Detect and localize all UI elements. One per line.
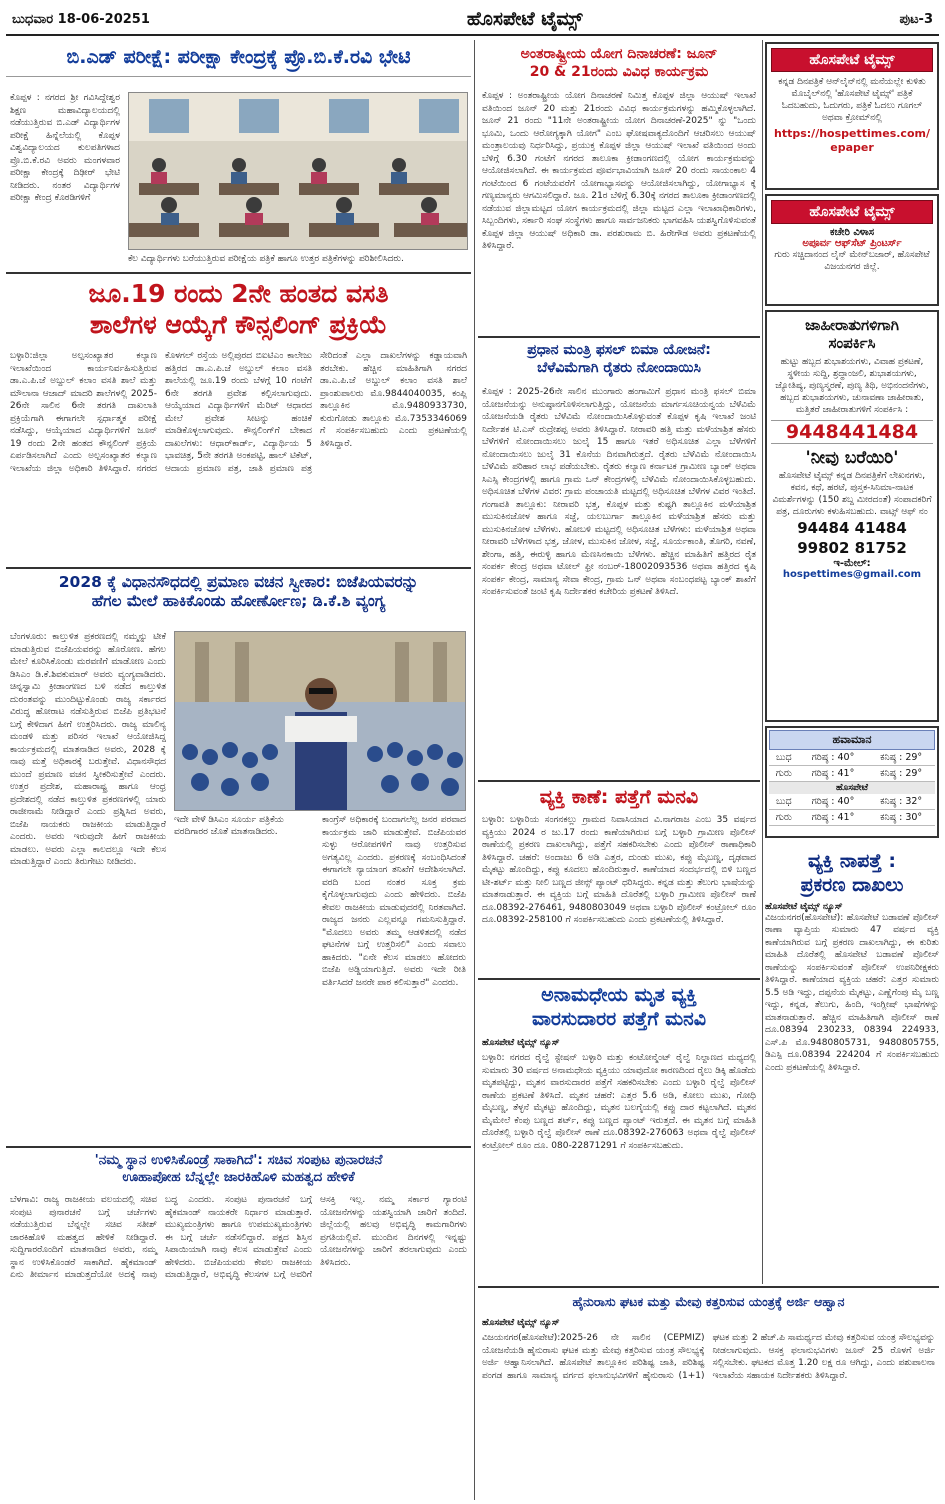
whatsapp-phone-1[interactable]: 94484 41484 [797,519,907,537]
dks-photo [174,631,466,811]
weather-day: ಗುರು [769,810,799,826]
page-number: ಪುಟ-3 [899,11,933,27]
ads-title-2: ಸಂಪರ್ಕಿಸಿ [828,334,876,352]
article-missing-person-body: ಬಳ್ಳಾರಿ: ಬಳ್ಳಾರಿಯ ಸಂಗನಕಲ್ಲು ಗ್ರಾಮದ ನಿವಾಸಿಯಾದ ವಿ.ನಾಗರಾಜ ಎಂಬ 35 ವರ್ಷದ ವ್ಯಕ್ತಿಯು 2024 ರ ಜು.17 ರಂದು ಕಾಣೆಯಾಗಿರುವ ಬಗ್ಗೆ ಬಳ್ಳಾರಿ ಗ್ರಾಮೀಣ ಪೊಲೀಸ್ ಠಾಣೆಯಲ್ಲಿ ಪ್ರಕರಣ ದಾಖಲಾಗಿದ್ದು, ಪತ್ತೆಗೆ ಸಹಕರಿಸಬೇಕು ಎಂದು ಪೊಲೀಸ್ ಠಾಣಾಧಿಕಾರಿ ತಿಳಿಸಿದ್ದಾರೆ. ಚಹರೆ: ಅಂದಾಜು 6 ಅಡಿ ಎತ್ತರ, ದುಂಡು ಮುಖ, ಕಪ್ಪು ಮೈಬಣ್ಣ, ದೃಢವಾದ ಮೈಕಟ್ಟು ಹೊಂದಿದ್ದು, ಕಪ್ಪು ಕೂದಲು ಹೊಂದಿರುತ್ತಾರೆ. ಕಾಣೆಯಾದ ಸಂದರ್ಭದಲ್ಲಿ ಬಿಳಿ ಬಣ್ಣದ ಟೀ-ಶರ್ಟ್ ಮತ್ತು ನೀಲಿ ಬಣ್ಣದ ಜೀನ್ಸ್ ಪ್ಯಾಂಟ್ ಧರಿಸಿದ್ದರು. ಕನ್ನಡ ಮತ್ತು ತೆಲುಗು ಭಾಷೆಯನ್ನು ಮಾತನಾಡುತ್ತಾರೆ. ಈ ವ್ಯಕ್ತಿಯ ಬಗ್ಗೆ ಮಾಹಿತಿ ದೊರೆತಲ್ಲಿ ಬಳ್ಳಾರಿ ಗ್ರಾಮೀಣ ಪೊಲೀಸ್ ಠಾಣೆ ದೂ.08392-276461, 9480803049 ಅಥವಾ ಬಳ್ಳಾರಿ ಪೊಲೀಸ್ ಕಂಟ್ರೋಲ್ ರೂಂ ದೂ.08392-258100 ಗೆ ಸಂಪರ್ಕಿಸಬಹುದು ಎಂದು ಪ್ರಕಟಣೆಯಲ್ಲಿ ತಿಳಿಸಿದ್ದಾರೆ. [482,815,756,925]
weather-subtitle: ಹೊಸಪೇಟೆ [769,782,935,794]
ads-contact-box [765,310,939,722]
article-dairy-unit [478,1290,939,1500]
missing-byline: ಹೊಸಪೇಟೆ ಟೈಮ್ಸ್ ನ್ಯೂಸ್ [765,901,843,912]
masthead [6,4,939,36]
email-row [771,558,933,580]
article-dks-body-right: ಕಾಂಗ್ರೆಸ್ ಅಧಿಕಾರಕ್ಕೆ ಬಂದಾಗಲೆಲ್ಲ ಜನರ ಪರವಾದ ಕಾರ್ಯಕ್ರಮ ಜಾರಿ ಮಾಡುತ್ತೇವೆ. ಬಿಜೆಪಿಯವರ ಸುಳ್ಳು ಆರೋಪಗಳಿಗೆ ನಾವು ಉತ್ತರಿಸುವ ಅಗತ್ಯವಿಲ್ಲ ಎಂದರು. ಪ್ರಕರಣಕ್ಕೆ ಸಂಬಂಧಿಸಿದಂತೆ ಈಗಾಗಲೇ ನ್ಯಾಯಾಂಗ ತನಿಖೆಗೆ ಆದೇಶಿಸಲಾಗಿದೆ. ವರದಿ ಬಂದ ನಂತರ ಸೂಕ್ತ ಕ್ರಮ ಕೈಗೊಳ್ಳಲಾಗುವುದು ಎಂದು ಹೇಳಿದರು. ಬಿಜೆಪಿ ಕೇವಲ ರಾಜಕೀಯ ಮಾಡುವುದರಲ್ಲಿ ನಿರತವಾಗಿದೆ. ರಾಜ್ಯದ ಜನರು ಎಲ್ಲವನ್ನೂ ಗಮನಿಸುತ್ತಿದ್ದಾರೆ. "ಮೊದಲು ಅವರು ತಮ್ಮ ಆಡಳಿತದಲ್ಲಿ ನಡೆದ ಘಟನೆಗಳ ಬಗ್ಗೆ ಉತ್ತರಿಸಲಿ" ಎಂದು ಸವಾಲು ಹಾಕಿದರು. "ಏನೇ ಕೆಲಸ ಮಾಡಲು ಹೋದರು ಬಿಜೆಪಿ ಅಡ್ಡಿಯಾಗುತ್ತಿದೆ. ಅವರು ಇದೇ ರೀತಿ ವರ್ತಿಸಿದರೆ ಜನರೇ ಪಾಠ ಕಲಿಸುತ್ತಾರೆ" ಎಂದರು. [322,815,466,988]
epaper-ad [765,42,939,190]
weather-max: ಗರಿಷ್ಠ : 40° [799,794,868,810]
article-counselling [6,276,471,566]
article-yoga-day-body: ಕೊಪ್ಪಳ : ಅಂತರಾಷ್ಟ್ರೀಯ ಯೋಗ ದಿನಾಚರಣೆ ನಿಮಿತ್ತ ಕೊಪ್ಪಳ ಜಿಲ್ಲಾ ಆಯುಷ್ ಇಲಾಖೆ ವತಿಯಿಂದ ಜೂನ್ 20 ಮತ್ತು 21ರಂದು ವಿವಿಧ ಕಾರ್ಯಕ್ರಮಗಳನ್ನು ಹಮ್ಮಿಕೊಳ್ಳಲಾಗಿದೆ. ಜೂನ್ 21 ರಂದು "11ನೇ ಅಂತರಾಷ್ಟ್ರೀಯ ಯೋಗ ದಿನಾಚರಣೆ-2025" ನ್ನು "ಒಂದು ಭೂಮಿ, ಒಂದು ಆರೋಗ್ಯಕ್ಕಾಗಿ ಯೋಗ" ಎಂಬ ಘೋಷವಾಕ್ಯದೊಂದಿಗೆ ಆಚರಿಸಲು ಆಯುಷ್ ಮಂತ್ರಾಲಯವು ನಿರ್ಧರಿಸಿದ್ದು, ಪ್ರಯುಕ್ತ ಕೊಪ್ಪಳ ಜಿಲ್ಲಾ ಆಯುಷ್ ಇಲಾಖೆ ವತಿಯಿಂದ ಅಂದು ಬೆಳಿಗ್ಗೆ 6.30 ಗಂಟೆಗೆ ನಗರದ ತಾಲೂಕಾ ಕ್ರೀಡಾಂಗಣದಲ್ಲಿ ಯೋಗ ಕಾರ್ಯಕ್ರಮವನ್ನು ಆಯೋಜಿಸಲಾಗಿದೆ. ಈ ಕಾರ್ಯಕ್ರಮದ ಪೂರ್ವಭಾವಿಯಾಗಿ ಜೂನ್ 20 ರಂದು ಸಾಯಂಕಾಲ 4 ಗಂಟೆಯಿಂದ 6 ಗಂಟೆಯವರೆಗೆ ಯೋಗಾಭ್ಯಾಸವನ್ನು ಆಯೋಜಿಸಲಾಗಿದ್ದು, ಯೋಗಾಭ್ಯಾಸ ಕ್ಕೆ ಗಣ್ಯಮಾನ್ಯರು ಆಗಮಿಸಲಿದ್ದಾರೆ. ಜೂ. 21ರ ಬೆಳಿಗ್ಗೆ 6.30ಕ್ಕೆ ನಗರದ ತಾಲೂಕಾ ಕ್ರೀಡಾಂಗಣದಲ್ಲಿ ನಡೆಯುವ ಜಿಲ್ಲಾಮಟ್ಟದ ಯೋಗ ಕಾರ್ಯಕ್ರಮದಲ್ಲಿ ಜಿಲ್ಲಾ ಮಟ್ಟದ ಎಲ್ಲಾ ಇಲಾಖಾಧಿಕಾರಿಗಳು, ಸಿಬ್ಬಂದಿಗಳು, ಸರ್ಕಾರಿ ಸಂಘ ಸಂಸ್ಥೆಗಳು ಹಾಗೂ ಸಾರ್ವಜನಿಕರು ಭಾಗವಹಿಸಿ ಯಶಸ್ವಿಗೊಳಿಸುವಂತೆ ಕೊಪ್ಪಳ ಜಿಲ್ಲಾ ಆಯುಷ್ ಅಧಿಕಾರಿ ಡಾ. ಪರಶುರಾಮ ಬಿ. ಹಿರೇಗೌಡ ಅವರು ಪ್ರಕಟಣೆಯಲ್ಲಿ ತಿಳಿಸಿದ್ದಾರೆ. [482,91,756,251]
weather-title: ಹವಾಮಾನ [769,730,935,750]
article-unidentified [478,982,760,1282]
article-crop-insurance-headline-2: ಬೆಳೆವಿಮೆಗಾಗಿ ರೈತರು ನೋಂದಾಯಿಸಿ [537,359,701,376]
whatsapp-phone-2[interactable]: 99802 81752 [797,539,907,557]
article-bed-exam-body: ಕೊಪ್ಪಳ : ನಗರದ ಶ್ರೀ ಗವಿಸಿದ್ದೇಶ್ವರ ಶಿಕ್ಷಣ ಮಹಾವಿದ್ಯಾಲಯದಲ್ಲಿ ನಡೆಯುತ್ತಿರುವ ಬಿ.ಎಡ್ ವಿದ್ಯಾರ್ಥಿಗಳ ಪರೀಕ್ಷೆ ಹಿನ್ನೆಲೆಯಲ್ಲಿ ಕೊಪ್ಪಳ ವಿಶ್ವವಿದ್ಯಾಲಯದ ಕುಲಪತಿಗಳಾದ ಪ್ರೊ.ಬಿ.ಕೆ.ರವಿ ಅವರು ಮಂಗಳವಾರ ಪರೀಕ್ಷಾ ಕೇಂದ್ರಕ್ಕೆ ದಿಢೀರ್ ಭೇಟಿ ನೀಡಿದರು. ನಂತರ ವಿದ್ಯಾರ್ಥಿಗಳ ಪರೀಕ್ಷಾ ಕೇಂದ್ರ ಕೊಠಡಿಗಳಿಗೆ [10,93,120,203]
divider-2 [6,567,471,569]
article-dks-headline-2: ಹೆಗಲ ಮೇಲೆ ಹಾಕಿಕೊಂಡು ಹೋರ್ಣೋಣ; ಡಿ.ಕೆ.ಶಿ ವ್ಯಂಗ್ಯ [91,592,386,611]
divider-6 [478,978,760,980]
weather-min: ಕನಿಷ್ಠ : 30° [867,810,935,826]
column-rule-2 [762,40,763,1284]
article-crop-insurance-body: ಕೊಪ್ಪಳ : 2025-26ನೇ ಸಾಲಿನ ಮುಂಗಾರು ಹಂಗಾಮಿಗೆ ಪ್ರಧಾನ ಮಂತ್ರಿ ಫಸಲ್ ಬಿಮಾ ಯೋಜನೆಯನ್ನು ಅನುಷ್ಠಾನಗೊಳಿಸಲಾಗುತ್ತಿದ್ದು, ಯೋಜನೆಯ ಮಾರ್ಗಸೂಚಿಯನ್ವಯ ಬೆಳೆವಿಮೆ ಯೋಜನೆಯಡಿ ರೈತರು ಬೆಳೆವಿಮೆ ನೋಂದಾಯಿಸಿಕೊಳ್ಳುವಂತೆ ಕೊಪ್ಪಳ ಕೃಷಿ ಇಲಾಖೆ ಜಂಟಿ ನಿರ್ದೇಶಕ ಟಿ.ಎಸ್ ರುದ್ರೇಶಪ್ಪ ಅವರು ತಿಳಿಸಿದ್ದಾರೆ. ನೀರಾವರಿ ಹತ್ತಿ ಮತ್ತು ಮಳೆಯಾಶ್ರಿತ ಹೆಸರು ಬೆಳೆಗಳಿಗೆ ನೋಂದಾಯಿಸಲು ಜುಲೈ 15 ಹಾಗೂ ಇತರೆ ಅಧಿಸೂಚಿತ ಎಲ್ಲಾ ಬೆಳೆಗಳಿಗೆ ನೋಂದಾಯಿಸಲು ಜುಲೈ 31 ಕೊನೆಯ ದಿನವಾಗಿರುತ್ತದೆ. ರೈತರು ಬೆಳೆವಿಮೆ ನೋಂದಾಯಿಸಿ ಬೆಳೆವಿಮೆ ಪರಿಹಾರ ಲಾಭ ಪಡೆಯಬೇಕು. ರೈತರು ಕಲ್ಯಾಣ ಕರ್ನಾಟಕ ಗ್ರಾಮೀಣ ಬ್ಯಾಂಕ್ ಅಥವಾ ಸಿಎಸ್ಸಿ ಕೇಂದ್ರಗಳಲ್ಲಿ ಹಾಗೂ ಗ್ರಾಮ ಒನ್ ಕೇಂದ್ರಗಳಲ್ಲಿ ಬೆಳೆವಿಮೆ ನೋಂದಾಯಿಸಿಕೊಳ್ಳಬಹುದು. ಅಧಿಸೂಚಿತ ಬೆಳೆಗಳ ವಿವರ: ಗ್ರಾಮ ಪಂಚಾಯತಿ ಮಟ್ಟದಲ್ಲಿ ಅಧಿಸೂಚಿತ ಬೆಳೆಗಳ ವಿವರ ಇಂತಿದೆ. ಗಂಗಾವತಿ ತಾಲ್ಲೂಕು: ನೀರಾವರಿ ಭತ್ತ, ಕೊಪ್ಪಳ ಮತ್ತು ಕುಷ್ಟಗಿ ತಾಲ್ಲೂಕಿನ ಮಳೆಯಾಶ್ರಿತ ಮುಸುಕಿನಜೋಳ ಹಾಗೂ ಸಜ್ಜೆ, ಯಲಬುರ್ಗಾ ತಾಲ್ಲೂಕಿನ ಮಳೆಯಾಶ್ರಿತ ಹೆಸರು ಮತ್ತು ಮುಸುಕಿನಜೋಳ ಬೆಳೆಗಳು. ಹೋಬಳಿ ಮಟ್ಟದಲ್ಲಿ ಅಧಿಸೂಚಿತ ಬೆಳೆಗಳು: ಮಳೆಯಾಶ್ರಿತ ಅಥವಾ ನೀರಾವರಿ ಬೆಳೆಗಳಾದ ಭತ್ತ, ಜೋಳ, ಮುಸುಕಿನ ಜೋಳ, ಸಜ್ಜೆ, ಸೂರ್ಯಕಾಂತಿ, ತೊಗರಿ, ನವಣೆ, ಶೇಂಗಾ, ಹತ್ತಿ, ಈರುಳ್ಳಿ ಹಾಗೂ ಮೆಣಸಿನಕಾಯಿ ಬೆಳೆಗಳು. ಹೆಚ್ಚಿನ ಮಾಹಿತಿಗೆ ಹತ್ತಿರದ ರೈತ ಸಂಪರ್ಕ ಕೇಂದ್ರ ಅಥವಾ ಟೋಲ್ ಫ್ರೀ ನಂಬರ್-18002093536 ಅಥವಾ ಹತ್ತಿರದ ಕೃಷಿ ಸಂಪರ್ಕ ಕೇಂದ್ರ, ಸಾಮಾನ್ಯ ಸೇವಾ ಕೇಂದ್ರ, ಗ್ರಾಮ ಒನ್ ಅಥವಾ ಸಂಬಂಧಪಟ್ಟ ಬ್ಯಾಂಕ್ ಶಾಖೆಗೆ ಸಂಪರ್ಕಿಸುವಂತೆ ಜಂಟಿ ಕೃಷಿ ನಿರ್ದೇಶಕರ ಕಚೇರಿಯ ಪ್ರಕಟಣೆ ತಿಳಿಸಿದೆ. [482,387,756,597]
dks-photo-caption: ಇದೇ ವೇಳೆ ಡಿಸಿಎಂ ಸೂರ್ಯ ಪತ್ರಿಕೆಯ ವರದಿಗಾರರ ಜೊತೆ ಮಾತನಾಡಿದರು. [174,815,284,837]
article-unidentified-byline: ಹೊಸಪೇಟೆ ಟೈಮ್ಸ್ ನ್ಯೂಸ್ [482,1038,560,1048]
sidebar [765,42,939,1272]
article-counselling-headline-1: ಜೂ.19 ರಂದು 2ನೇ ಹಂತದ ವಸತಿ [88,279,389,308]
article-dks [6,571,471,1143]
weather-row [769,766,935,782]
article-missing-person [478,784,760,976]
missing-body: ವಿಜಯನಗರ(ಹೊಸಪೇಟೆ): ಹೊಸಪೇಟೆ ಬಡಾವಣೆ ಪೊಲೀಸ್ ಠಾಣಾ ವ್ಯಾಪ್ತಿಯ ಸುಮಾರು 47 ವರ್ಷದ ವ್ಯಕ್ತಿ ಕಾಣೆಯಾಗಿರುವ ಬಗ್ಗೆ ಪ್ರಕರಣ ದಾಖಲಾಗಿದ್ದು, ಈ ಕುರಿತು ಮಾಹಿತಿ ದೊರೆತಲ್ಲಿ ಹೊಸಪೇಟೆ ಬಡಾವಣೆ ಪೊಲೀಸ್ ಠಾಣೆಯನ್ನು ಸಂಪರ್ಕಿಸುವಂತೆ ಪೊಲೀಸ್ ಉಪನಿರೀಕ್ಷಕರು ತಿಳಿಸಿದ್ದಾರೆ. ಕಾಣೆಯಾದ ವ್ಯಕ್ತಿಯ ಚಹರೆ: ಎತ್ತರ ಸುಮಾರು 5.5 ಅಡಿ ಇದ್ದು, ದಪ್ಪನೆಯ ಮೈಕಟ್ಟು, ಎಣ್ಣೆಗೆಂಪು ಮೈ ಬಣ್ಣ ಇದ್ದು, ಕನ್ನಡ, ತೆಲುಗು, ಹಿಂದಿ, ಇಂಗ್ಲೀಷ್ ಭಾಷೆಗಳನ್ನು ಮಾತನಾಡುತ್ತಾರೆ. ಹೆಚ್ಚಿನ ಮಾಹಿತಿಗಾಗಿ ಪೊಲೀಸ್ ಠಾಣೆ ದೂ.08394 230233, 08394 224933, ಎಸ್.ಪಿ ಮೊ.9480805731, 9480805755, ಡಿಎಸ್ಪಿ ದೂ.08394 224204 ಗೆ ಸಂಪರ್ಕಿಸಬಹುದು ಎಂದು ಪ್ರಕಟಣೆಯಲ್ಲಿ ತಿಳಿಸಿದ್ದಾರೆ. [765,912,939,1073]
article-dks-body-left: ಬೆಂಗಳೂರು: ಕಾಲ್ತುಳಿತ ಪ್ರಕರಣದಲ್ಲಿ ನಮ್ಮನ್ನು ಟೀಕೆ ಮಾಡುತ್ತಿರುವ ಬಿಜೆಪಿಯವರನ್ನು ಹೊರೋಣ. ಹೆಗಲ ಮೇಲೆ ಕೂರಿಸಿಕೊಂಡು ಮರವಣಿಗೆ ಮಾಡೋಣ ಎಂದು ಡಿಸಿಎಂ ಡಿ.ಕೆ.ಶಿವಕುಮಾರ್ ಅವರು ವ್ಯಂಗ್ಯವಾಡಿದರು. ಚಿನ್ನಸ್ವಾಮಿ ಕ್ರೀಡಾಂಗಣದ ಬಳಿ ನಡೆದ ಕಾಲ್ತುಳಿತ ದುರಂತವನ್ನು ಮುಂದಿಟ್ಟುಕೊಂಡು ರಾಜ್ಯ ಸರ್ಕಾರದ ವಿರುದ್ಧ ಹೋರಾಟ ನಡೆಸುತ್ತಿರುವ ಬಿಜೆಪಿ ಪ್ರತಿಭಟನೆ ಬಗ್ಗೆ ಕೇಳಿದಾಗ ಹೀಗೆ ಉತ್ತರಿಸಿದರು. ರಾಜ್ಯ ಮಾಲಿನ್ಯ ಮಂಡಳಿ ಮತ್ತು ಪರಿಸರ ಇಲಾಖೆ ಆಯೋಜಿಸಿದ್ದ ಕಾರ್ಯಕ್ರಮದಲ್ಲಿ ಮಾತನಾಡಿದ ಅವರು, 2028 ಕ್ಕೆ ನಾವು ಮತ್ತೆ ಅಧಿಕಾರಕ್ಕೆ ಬರುತ್ತೇವೆ. ವಿಧಾನಸೌಧದ ಮುಂದೆ ಪ್ರಮಾಣ ವಚನ ಸ್ವೀಕರಿಸುತ್ತೇವೆ ಎಂದರು. ಉತ್ತರ ಪ್ರದೇಶ, ಮಹಾರಾಷ್ಟ್ರ ಹಾಗೂ ಆಂಧ್ರ ಪ್ರದೇಶದಲ್ಲಿ ನಡೆದ ಕಾಲ್ತುಳಿತ ಪ್ರಕರಣಗಳಲ್ಲಿ ಯಾರು ರಾಜೀನಾಮೆ ನೀಡಿದ್ದಾರೆ ಎಂದು ಪ್ರಶ್ನಿಸಿದ ಅವರು, ಬಿಜೆಪಿ ನಾಯಕರು ರಾಜಕೀಯ ಮಾಡುತ್ತಿದ್ದಾರೆ ಎಂದರು. ಅವರು ಇರುವುದೇ ಹೀಗೆ ರಾಜಕೀಯ ಮಾಡಲು. ಅವರು ಎಲ್ಲಾ ಕಾಲದಲ್ಲೂ ಇದೇ ಕೆಲಸ ಮಾಡುತ್ತಿದ್ದಾರೆ ಎಂದು ತಿರುಗೇಟು ನೀಡಿದರು. [10,632,166,867]
epaper-ad-title: ಹೊಸಪೇಟೆ ಟೈಮ್ಸ್ [771,48,933,72]
weather-box [765,726,939,838]
weather-min: ಕನಿಷ್ಠ : 29° [867,766,935,782]
article-counselling-body: ಬಳ್ಳಾರಿ:ಜಿಲ್ಲಾ ಅಲ್ಪಸಂಖ್ಯಾತರ ಕಲ್ಯಾಣ ಇಲಾಖೆಯಿಂದ ಕಾರ್ಯನಿರ್ವಹಿಸುತ್ತಿರುವ ಡಾ.ಎ.ಪಿ.ಜೆ ಅಬ್ದುಲ್ ಕಲಾಂ ವಸತಿ ಶಾಲೆ ಮತ್ತು ಮೌಲಾನಾ ಆಜಾದ್ ಮಾದರಿ ಶಾಲೆಗಳಲ್ಲಿ 2025-26ನೇ ಸಾಲಿನ 6ನೇ ತರಗತಿ ದಾಖಲಾತಿ ಪ್ರಕ್ರಿಯೆಗಾಗಿ ಈಗಾಗಲೇ ಸ್ಪರ್ಧಾತ್ಮಕ ಪರೀಕ್ಷೆ ನಡೆಸಿದ್ದು, ಆಯ್ಕೆಯಾದ ವಿದ್ಯಾರ್ಥಿಗಳಿಗೆ ಜೂನ್ 19 ರಂದು 2ನೇ ಹಂತದ ಕೌನ್ಸಲಿಂಗ್ ಪ್ರಕ್ರಿಯೆ ಏರ್ಪಡಿಸಲಾಗಿದೆ ಎಂದು ಅಲ್ಪಸಂಖ್ಯಾತರ ಕಲ್ಯಾಣ ಇಲಾಖೆಯ ಜಿಲ್ಲಾ ಅಧಿಕಾರಿ ತಿಳಿಸಿದ್ದಾರೆ. ನಗರದ ಕೊಳಗಲ್ ರಸ್ತೆಯ ಅಲ್ಲಿಪುರದ ಬಿಐಟಿಎಂ ಕಾಲೇಜು ಹತ್ತಿರದ ಡಾ.ಎ.ಪಿ.ಜೆ ಅಬ್ದುಲ್ ಕಲಾಂ ವಸತಿ ಶಾಲೆಯಲ್ಲಿ ಜೂ.19 ರಂದು ಬೆಳಗ್ಗೆ 10 ಗಂಟೆಗೆ 6ನೇ ತರಗತಿ ಪ್ರವೇಶ ಕಲ್ಪಿಸಲಾಗುವುದು. ಆಯ್ಕೆಯಾದ ವಿದ್ಯಾರ್ಥಿಗಳಿಗೆ ಮೆರಿಟ್ ಆಧಾರದ ಮೇಲೆ ಪ್ರವೇಶ ಸೀಟನ್ನು ಹಂಚಿಕೆ ಮಾಡಿಕೊಳ್ಳಲಾಗುವುದು. ಕೌನ್ಸಲಿಂಗ್‌ಗೆ ಬೇಕಾದ ದಾಖಲೆಗಳು: ಆಧಾರ್‌ಕಾರ್ಡ್, ವಿದ್ಯಾರ್ಥಿಯ 5 ಭಾವಚಿತ್ರ, 5ನೇ ತರಗತಿ ಅಂಕಪಟ್ಟಿ, ಹಾಲ್ ಟಿಕೆಟ್, ಆದಾಯ ಪ್ರಮಾಣ ಪತ್ರ, ಜಾತಿ ಪ್ರಮಾಣ ಪತ್ರ ಸೇರಿದಂತೆ ಎಲ್ಲಾ ದಾಖಲೆಗಳನ್ನು ಕಡ್ಡಾಯವಾಗಿ ತರಬೇಕು. ಹೆಚ್ಚಿನ ಮಾಹಿತಿಗಾಗಿ ನಗರದ ಡಾ.ಎ.ಪಿ.ಜೆ ಅಬ್ದುಲ್ ಕಲಾಂ ವಸತಿ ಶಾಲೆ ಪ್ರಾಂಶುಪಾಲರು ಮೊ.9844040035, ಕಂಪ್ಲಿ ತಾಲ್ಲೂಕಿನ ಮೊ.9480933730, ಕುರುಗೋಡು ತಾಲ್ಲೂಕು ಮೊ.7353346069 ಗೆ ಸಂಪರ್ಕಿಸಬಹುದು ಎಂದು ಪ್ರಕಟಣೆಯಲ್ಲಿ ತಿಳಿಸಿದ್ದಾರೆ. [10,351,467,474]
weather-max: ಗರಿಷ್ಠ : 40° [799,750,868,766]
article-unidentified-headline-2: ವಾರಸುದಾರರ ಪತ್ತೆಗೆ ಮನವಿ [532,1007,706,1030]
weather-row [769,810,935,826]
divider-4 [478,336,760,338]
divider-3 [6,1146,471,1148]
article-jarkiholi [6,1150,471,1500]
ads-title: ಜಾಹೀರಾತುಗಳಿಗಾಗಿ [805,316,899,334]
article-jarkiholi-body: ಬೆಳಗಾವಿ: ರಾಜ್ಯ ರಾಜಕೀಯ ವಲಯದಲ್ಲಿ ಸಚಿವ ಸಂಪುಟ ಪುನಾರಚನೆ ಬಗ್ಗೆ ಚರ್ಚೆಗಳು ನಡೆಯುತ್ತಿರುವ ಬೆನ್ನಲ್ಲೇ ಸಚಿವ ಸತೀಶ್ ಜಾರಕಿಹೊಳಿ ಮಹತ್ವದ ಹೇಳಿಕೆ ನೀಡಿದ್ದಾರೆ. ಸುದ್ದಿಗಾರರೊಂದಿಗೆ ಮಾತನಾಡಿದ ಅವರು, ನಮ್ಮ ಸ್ಥಾನ ಉಳಿಸಿಕೊಂಡರೆ ಸಾಕಾಗಿದೆ. ಹೈಕಮಾಂಡ್ ಏನು ತೀರ್ಮಾನ ಮಾಡುತ್ತದೆಯೋ ಅದಕ್ಕೆ ನಾವು ಬದ್ಧ ಎಂದರು. ಸಂಪುಟ ಪುನಾರಚನೆ ಬಗ್ಗೆ ಹೈಕಮಾಂಡ್ ನಾಯಕರೇ ನಿರ್ಧಾರ ಮಾಡುತ್ತಾರೆ. ಮುಖ್ಯಮಂತ್ರಿಗಳು ಹಾಗೂ ಉಪಮುಖ್ಯಮಂತ್ರಿಗಳು ಈ ಬಗ್ಗೆ ಚರ್ಚೆ ನಡೆಸಲಿದ್ದಾರೆ. ಪಕ್ಷದ ಶಿಸ್ತಿನ ಸಿಪಾಯಿಯಾಗಿ ನಾವು ಕೆಲಸ ಮಾಡುತ್ತೇವೆ ಎಂದು ಹೇಳಿದರು. ಬಿಜೆಪಿಯವರು ಕೇವಲ ರಾಜಕೀಯ ಮಾಡುತ್ತಿದ್ದಾರೆ, ಅಭಿವೃದ್ಧಿ ಕೆಲಸಗಳ ಬಗ್ಗೆ ಅವರಿಗೆ ಆಸಕ್ತಿ ಇಲ್ಲ. ನಮ್ಮ ಸರ್ಕಾರ ಗ್ಯಾರಂಟಿ ಯೋಜನೆಗಳನ್ನು ಯಶಸ್ವಿಯಾಗಿ ಜಾರಿಗೆ ತಂದಿದೆ. ಜಿಲ್ಲೆಯಲ್ಲಿ ಹಲವು ಅಭಿವೃದ್ಧಿ ಕಾಮಗಾರಿಗಳು ಪ್ರಗತಿಯಲ್ಲಿವೆ. ಮುಂದಿನ ದಿನಗಳಲ್ಲಿ ಇನ್ನಷ್ಟು ಯೋಜನೆಗಳನ್ನು ಜಾರಿಗೆ ತರಲಾಗುವುದು ಎಂದು ತಿಳಿಸಿದರು. [10,1195,467,1280]
article-yoga-day-headline-1: ಅಂತರಾಷ್ಟ್ರೀಯ ಯೋಗ ದಿನಾಚರಣೆ: ಜೂನ್ [520,46,718,62]
article-bed-exam [6,40,471,270]
article-yoga-day [478,40,760,334]
divider-5 [478,780,760,782]
article-dairy-unit-headline: ಹೈನುರಾಸು ಘಟಕ ಮತ್ತು ಮೇವು ಕತ್ತರಿಸುವ ಯಂತ್ರಕ್ಕೆ ಅರ್ಜಿ ಆಹ್ವಾನ [572,1294,845,1309]
weather-day: ಬುಧ [769,750,799,766]
article-crop-insurance-headline-1: ಪ್ರಧಾನ ಮಂತ್ರಿ ಫಸಲ್ ಬಿಮಾ ಯೋಜನೆ: [527,342,711,358]
office-label: ಕಚೇರಿ ವಿಳಾಸ [829,227,875,238]
weather-day: ಬುಧ [769,794,799,810]
weather-day: ಗುರು [769,766,799,782]
weather-row [769,794,935,810]
divider-1 [6,272,471,274]
issue-date: ಬುಧವಾರ 18-06-20251 [12,11,150,27]
article-missing-person-headline: ವ್ಯಕ್ತಿ ಕಾಣೆ: ಪತ್ತೆಗೆ ಮನವಿ [539,786,699,808]
office-box [765,194,939,306]
missing-headline-1: ವ್ಯಕ್ತಿ ನಾಪತ್ತೆ : [807,850,897,872]
exam-hall-photo [128,92,468,250]
weather-table [769,750,935,782]
article-bed-exam-headline: ಬಿ.ಎಡ್ ಪರೀಕ್ಷೆ: ಪರೀಕ್ಷಾ ಕೇಂದ್ರಕ್ಕೆ ಪ್ರೊ.ಬಿ.ಕೆ.ರವಿ ಭೇಟಿ [6,40,471,77]
printer-name: ಅಪೂರ್ವ ಆಫ್‌ಸೆಟ್ ಪ್ರಿಂಟರ್ಸ್ [802,238,902,249]
weather-min: ಕನಿಷ್ಠ : 32° [867,794,935,810]
exam-hall-caption: ಕೆಲ ವಿದ್ಯಾರ್ಥಿಗಳು ಬರೆಯುತ್ತಿರುವ ಪರೀಕ್ಷೆಯ ಪತ್ರಿಕೆ ಹಾಗೂ ಉತ್ತರ ಪತ್ರಿಕೆಗಳನ್ನು ಪರಿಶೀಲಿಸಿದರು. [128,254,404,264]
article-dks-headline-1: 2028 ಕ್ಕೆ ವಿಧಾನಸೌಧದಲ್ಲಿ ಪ್ರಮಾಣ ವಚನ ಸ್ವೀಕಾರ: ಬಿಜೆಪಿಯವರನ್ನು [58,573,419,591]
epaper-ad-text: ಕನ್ನಡ ದಿನಪತ್ರಿಕೆ ಆನ್‌ಲೈನ್‌ನಲ್ಲಿ ಮನೆಯಲ್ಲೇ ಕುಳಿತು ಮೊಬೈಲ್‌ನಲ್ಲಿ 'ಹೊಸಪೇಟೆ ಟೈಮ್ಸ್' ಪತ್ರಿಕೆ ಓದಬಹುದು, ಓದುಗರು, ಪತ್ರಿಕೆ ಓದಲು ಗೂಗಲ್ ಅಥವಾ ಕ್ರೋಮ್‌ನಲ್ಲಿ [778,77,926,123]
ads-phone[interactable]: 9448441484 [771,420,933,444]
article-unidentified-headline-1: ಅನಾಮಧೇಯ ಮೃತ ವ್ಯಕ್ತಿ [541,984,697,1006]
missing-headline-2: ಪ್ರಕರಣ ದಾಖಲು [800,873,904,896]
weather-max: ಗರಿಷ್ಠ : 41° [799,810,868,826]
office-box-title: ಹೊಸಪೇಟೆ ಟೈಮ್ಸ್ [771,200,933,224]
weather-table-2 [769,794,935,826]
exam-hall-image-icon [129,93,468,250]
article-crop-insurance [478,340,760,778]
article-yoga-day-headline-2: 20 & 21ರಂದು ವಿವಿಧ ಕಾರ್ಯಕ್ರಮ [529,63,709,80]
ads-list: ಹುಟ್ಟು ಹಬ್ಬದ ಶುಭಾಶಯಗಳು, ವಿವಾಹ ಪ್ರಕಟಣೆ, ಸ್ಥಳೀಯ ಸುದ್ದಿ, ಶ್ರದ್ಧಾಂಜಲಿ, ಶುಭಾಶಯಗಳು, ಜ್ಯೋತಿಷ್ಯ, ಪುಣ್ಯಸ್ಮರಣೆ, ಪುಣ್ಯ ತಿಥಿ, ಅಭಿನಂದನೆಗಳು, ಹಬ್ಬದ ಶುಭಾಶಯಗಳು, ಚುನಾವಣಾ ಜಾಹೀರಾತು, ಮತ್ತಿತರೆ ಜಾಹೀರಾತುಗಳಿಗೆ ಸಂಪರ್ಕಿಸಿ : [775,357,929,415]
office-address: ಗುರು ಸಚ್ಚಿದಾನಂದ ಲೈನ್ ಮೇನ್‌ಬಜಾರ್, ಹೊಸಪೇಟೆ ವಿಜಯನಗರ ಜಿಲ್ಲೆ. [774,250,930,272]
epaper-link[interactable]: https://hospettimes.com/epaper [774,127,930,154]
writers-title: 'ನೀವು ಬರೆಯಿರಿ' [805,448,899,468]
weather-row [769,750,935,766]
weather-min: ಕನಿಷ್ಠ : 29° [867,750,935,766]
paper-name: ಹೊಸಪೇಟೆ ಟೈಮ್ಸ್ [466,8,583,30]
email-label: ಇ-ಮೇಲ್: [833,558,871,569]
weather-max: ಗರಿಷ್ಠ : 41° [799,766,868,782]
email-address[interactable]: hospettimes@gmail.com [782,569,922,580]
column-rule-1 [474,40,475,1500]
missing-box [765,842,939,1272]
divider-7 [478,1286,939,1288]
article-jarkiholi-headline-1: 'ನಮ್ಮ ಸ್ಥಾನ ಉಳಿಸಿಕೊಂಡ್ರೆ ಸಾಕಾಗಿದೆ': ಸಚಿವ ಸಂಪುಟ ಪುನಾರಚನೆ [94,1152,383,1168]
article-unidentified-body: ಬಳ್ಳಾರಿ: ನಗರದ ರೈಲ್ವೆ ಸ್ಟೇಷನ್ ಬಳ್ಳಾರಿ ಮತ್ತು ಕಂಟೋನ್ಮೆಂಟ್ ರೈಲ್ವೆ ನಿಲ್ದಾಣದ ಮಧ್ಯದಲ್ಲಿ ಸುಮಾರು 30 ವರ್ಷದ ಅನಾಮಧೇಯ ವ್ಯಕ್ತಿಯು ಯಾವುದೋ ಕಾರಣದಿಂದ ರೈಲು ಡಿಕ್ಕಿ ಹೊಡೆದು ಮೃತಪಟ್ಟಿದ್ದು, ಮೃತನ ವಾರಸುದಾರರ ಪತ್ತೆಗೆ ಸಹಕರಿಸಬೇಕು ಎಂದು ಬಳ್ಳಾರಿ ರೈಲ್ವೆ ಪೊಲೀಸ್ ಠಾಣೆಯ ಪ್ರಕಟಣೆ ತಿಳಿಸಿದೆ. ಮೃತನ ಚಹರೆ: ಎತ್ತರ 5.6 ಅಡಿ, ಕೋಲು ಮುಖ, ಗೋಧಿ ಮೈಬಣ್ಣ, ತೆಳ್ಳನೆ ಮೈಕಟ್ಟು ಹೊಂದಿದ್ದು, ಮೃತನ ಬಲಗೈಯಲ್ಲಿ ಕಪ್ಪು ದಾರ ಕಟ್ಟಲಾಗಿದೆ. ಮೃತನ ಮೈಮೇಲೆ ಕೆಂಪು ಬಣ್ಣದ ಶರ್ಟ್, ಕಪ್ಪು ಬಣ್ಣದ ಪ್ಯಾಂಟ್ ಇರುತ್ತದೆ. ಈ ಮೃತನ ಬಗ್ಗೆ ಮಾಹಿತಿ ದೊರೆತಲ್ಲಿ ಬಳ್ಳಾರಿ ರೈಲ್ವೆ ಪೊಲೀಸ್ ಠಾಣೆ ದೂ.08392-276063 ಅಥವಾ ರೈಲ್ವೆ ಪೊಲೀಸ್ ಕಂಟ್ರೋಲ್ ರೂಂ ದೂ. 080-22871291 ಗೆ ಸಂಪರ್ಕಿಸಬಹುದು. [482,1053,756,1151]
article-dairy-unit-byline: ಹೊಸಪೇಟೆ ಟೈಮ್ಸ್ ನ್ಯೂಸ್ [482,1318,560,1328]
article-jarkiholi-headline-2: ಊಹಾಪೋಹ ಬೆನ್ನಲ್ಲೇ ಜಾರಕಿಹೊಳಿ ಮಹತ್ವದ ಹೇಳಿಕೆ [122,1168,355,1185]
article-dairy-unit-body: ವಿಜಯನಗರ(ಹೊಸಪೇಟೆ):2025-26 ನೇ ಸಾಲಿನ (CEPMIZ) ಯೋಜನೆಯಡಿ ಹೈನುರಾಸು ಘಟಕ ಮತ್ತು ಮೇವು ಕತ್ತರಿಸುವ ಯಂತ್ರ ಸೌಲಭ್ಯಕ್ಕೆ ಅರ್ಜಿ ಆಹ್ವಾನಿಸಲಾಗಿದೆ. ಹೊಸಪೇಟೆ ತಾಲ್ಲೂಕಿನ ಪರಿಶಿಷ್ಟ ಜಾತಿ, ಪರಿಶಿಷ್ಟ ಪಂಗಡ ಹಾಗೂ ಸಾಮಾನ್ಯ ವರ್ಗದ ಫಲಾನುಭವಿಗಳಿಗೆ ಹೈನುರಾಸು (1+1) ಘಟಕ ಮತ್ತು 2 ಹೆಚ್.ಪಿ ಸಾಮರ್ಥ್ಯದ ಮೇವು ಕತ್ತರಿಸುವ ಯಂತ್ರ ಸೌಲಭ್ಯವನ್ನು ನೀಡಲಾಗುವುದು. ಆಸಕ್ತ ಫಲಾನುಭವಿಗಳು ಜೂನ್ 25 ರೊಳಗೆ ಅರ್ಜಿ ಸಲ್ಲಿಸಬೇಕು. ಘಟಕದ ಮೊತ್ತ 1.20 ಲಕ್ಷ ರೂ ಆಗಿದ್ದು, ಎಂದು ಪಶುಪಾಲನಾ ಇಲಾಖೆಯ ಸಹಾಯಕ ನಿರ್ದೇಶಕರು ತಿಳಿಸಿದ್ದಾರೆ. [482,1333,935,1381]
article-counselling-headline-2: ಶಾಲೆಗಳ ಆಯ್ಕೆಗೆ ಕೌನ್ಸಲಿಂಗ್ ಪ್ರಕ್ರಿಯೆ [89,310,388,340]
dks-crowd-image-icon [175,632,466,811]
writers-text: ಹೊಸಪೇಟೆ ಟೈಮ್ಸ್ ಕನ್ನಡ ದಿನಪತ್ರಿಕೆಗೆ ಲೇಖನಗಳು, ಕವನ, ಕಥೆ, ಹರಟೆ, ಪುಸ್ತಕ-ಸಿನಿಮಾ-ನಾಟಕ ವಿಮರ್ಶೆಗಳನ್ನು (150 ಶಬ್ದ ಮೀರದಂತೆ) ಸಂಪಾದಕರಿಗೆ ಪತ್ರ, ದೂರುಗಳು ಕಳುಹಿಸಬಹುದು. ವಾಟ್ಸ್ ಆಫ್ ನಂ [772,471,932,517]
